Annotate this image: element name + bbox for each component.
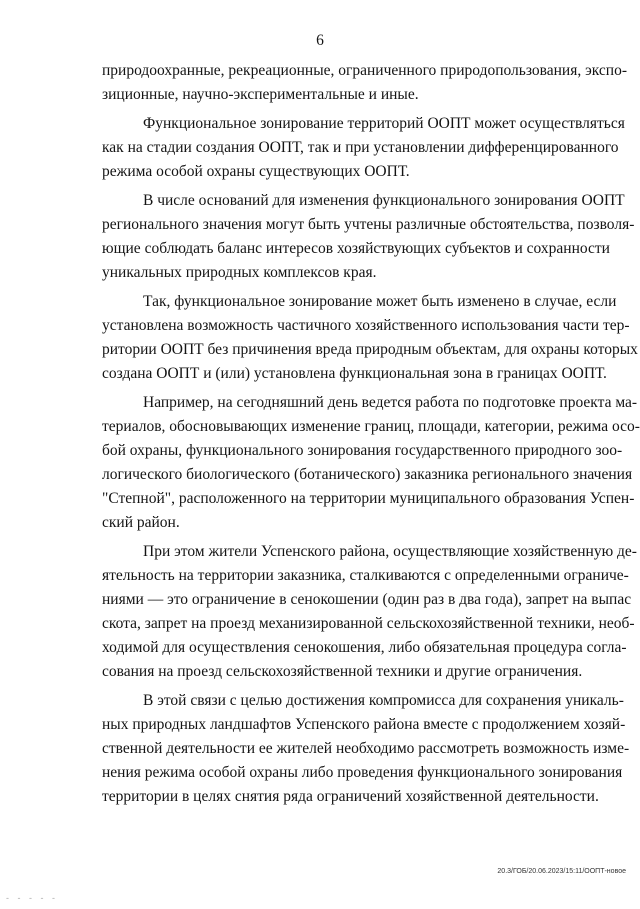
text-line: ходимой для осуществления сенокошения, либо обязательная процедура согла- — [102, 639, 627, 656]
text-line: установлена возможность частичного хозяйственного использования части тер- — [102, 317, 630, 334]
text-line: сования на проезд сельскохозяйственной техники и другие ограничения. — [102, 663, 583, 680]
text-line: В числе оснований для изменения функционального зонирования ООПТ — [143, 192, 625, 209]
text-line: ных природных ландшафтов Успенского района вместе с продолжением хозяй- — [102, 716, 626, 733]
text-line: Например, на сегодняшний день ведется работа по подготовке проекта ма- — [143, 394, 638, 411]
text-line: логического биологического (ботанического) заказника регионального значения — [102, 466, 633, 483]
text-line: ющие соблюдать баланс интересов хозяйствующих субъектов и сохранности — [102, 240, 610, 257]
text-line: териалов, обосновывающих изменение границ, площади, категории, режима осо- — [102, 418, 640, 435]
text-line: бой охраны, функционального зонирования государственного природного зоо- — [102, 442, 623, 459]
text-line: уникальных природных комплексов края. — [102, 264, 377, 281]
text-line: территории в целях снятия ряда ограничений хозяйственной деятельности. — [102, 788, 599, 805]
text-line: как на стадии создания ООПТ, так и при установлении дифференцированного — [102, 139, 619, 156]
text-line: ский район. — [102, 514, 180, 531]
text-line: ятельность на территории заказника, сталкиваются с определенными ограниче- — [102, 567, 629, 584]
document-footer-code: 20.3/ГОБ/20.06.2023/15:11/ООПТ-новое — [497, 868, 626, 875]
page-number: 6 — [316, 32, 324, 49]
text-line: регионального значения могут быть учтены различные обстоятельства, позволя- — [102, 216, 635, 233]
text-line: скота, запрет на проезд механизированной сельскохозяйственной техники, необ- — [102, 615, 635, 632]
text-line: режима особой охраны существующих ООПТ. — [102, 163, 410, 180]
text-line: Так, функциональное зонирование может быть изменено в случае, если — [143, 293, 617, 310]
text-line: ственной деятельности ее жителей необходимо рассмотреть возможность изме- — [102, 740, 630, 757]
text-line: создана ООПТ и (или) установлена функциональная зона в границах ООПТ. — [102, 365, 607, 382]
text-line: При этом жители Успенского района, осуществляющие хозяйственную де- — [143, 543, 637, 560]
text-line: ритории ООПТ без причинения вреда природным объектам, для охраны которых — [102, 341, 638, 358]
text-line: природоохранные, рекреационные, ограниченного природопользования, экспо- — [102, 62, 627, 79]
text-line: зиционные, научно-экспериментальные и иные. — [102, 86, 419, 103]
text-line: В этой связи с целью достижения компромисса для сохранения уникаль- — [143, 692, 624, 709]
text-line: нения режима особой охраны либо проведения функционального зонирования — [102, 764, 623, 781]
scan-marks: - - - - - — [6, 893, 58, 903]
text-line: Функциональное зонирование территорий ООПТ может осуществляться — [143, 115, 625, 132]
text-line: ниями — это ограничение в сенокошении (один раз в два года), запрет на выпас — [102, 591, 632, 608]
text-line: "Степной", расположенного на территории муниципального образования Успен- — [102, 490, 635, 507]
